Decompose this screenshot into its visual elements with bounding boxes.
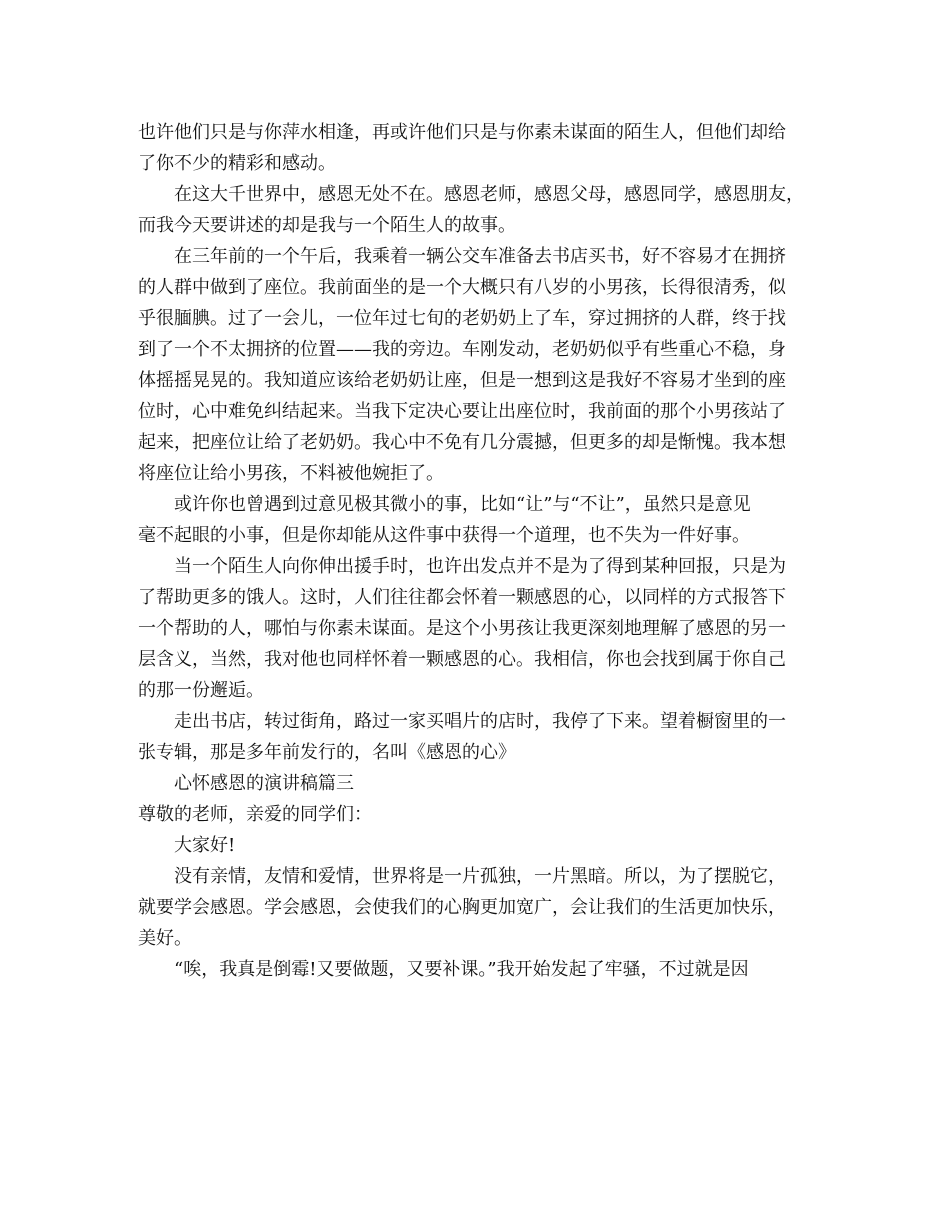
text-line: 一个帮助的人，哪怕与你素未谋面。是这个小男孩让我更深刻地理解了感恩的另一 xyxy=(138,618,786,639)
text-line: 走出书店，转过街角，路过一家买唱片的店时，我停了下来。望着橱窗里的一 xyxy=(174,711,786,732)
text-line: 或许你也曾遇到过意见极其微小的事，比如“让”与“不让”，虽然只是意见 xyxy=(174,494,751,515)
paragraph xyxy=(138,799,820,830)
text-line: “唉，我真是倒霉!又要做题，又要补课。”我开始发起了牢骚，不过就是因 xyxy=(174,959,749,980)
paragraph xyxy=(138,954,820,985)
text-line: 的那一份邂逅。 xyxy=(138,680,264,701)
text-line: 了你不少的精彩和感动。 xyxy=(138,153,336,174)
paragraph xyxy=(138,830,820,861)
text-line: 当一个陌生人向你伸出援手时，也许出发点并不是为了得到某种回报，只是为 xyxy=(174,556,786,577)
text-line: 了帮助更多的饿人。这时，人们往往都会怀着一颗感恩的心，以同样的方式报答下 xyxy=(138,587,786,608)
text-line: 乎很腼腆。过了一会儿，一位年过七旬的老奶奶上了车，穿过拥挤的人群，终于找 xyxy=(138,308,786,329)
text-line: 到了一个不太拥挤的位置——我的旁边。车刚发动，老奶奶似乎有些重心不稳，身 xyxy=(138,339,786,360)
text-line: 将座位让给小男孩，不料被他婉拒了。 xyxy=(138,463,444,484)
document-body xyxy=(138,117,820,985)
paragraph xyxy=(138,768,820,799)
text-line: 起来，把座位让给了老奶奶。我心中不免有几分震撼，但更多的却是惭愧。我本想 xyxy=(138,432,786,453)
text-line: 在这大千世界中，感恩无处不在。感恩老师，感恩父母，感恩同学，感恩朋友， xyxy=(174,184,804,205)
text-line: 而我今天要讲述的却是我与一个陌生人的故事。 xyxy=(138,215,516,236)
text-line: 美好。 xyxy=(138,928,192,949)
text-line: 没有亲情，友情和爱情，世界将是一片孤独，一片黑暗。所以，为了摆脱它， xyxy=(174,866,786,887)
text-line: 的人群中做到了座位。我前面坐的是一个大概只有八岁的小男孩，长得很清秀，似 xyxy=(138,277,786,298)
text-line: 在三年前的一个午后，我乘着一辆公交车准备去书店买书，好不容易才在拥挤 xyxy=(174,246,786,267)
text-line: 尊敬的老师，亲爱的同学们： xyxy=(138,804,372,825)
text-line: 就要学会感恩。学会感恩，会使我们的心胸更加宽广，会让我们的生活更加快乐， xyxy=(138,897,786,918)
text-line: 毫不起眼的小事，但是你却能从这件事中获得一个道理，也不失为一件好事。 xyxy=(138,525,750,546)
text-line: 位时，心中难免纠结起来。当我下定决心要让出座位时，我前面的那个小男孩站了 xyxy=(138,401,786,422)
paragraph xyxy=(138,551,820,706)
paragraph xyxy=(138,706,820,768)
text-line: 张专辑，那是多年前发行的，名叫《感恩的心》 xyxy=(138,742,516,763)
text-line: 层含义，当然，我对他也同样怀着一颗感恩的心。我相信，你也会找到属于你自己 xyxy=(138,649,786,670)
paragraph xyxy=(138,489,820,551)
text-line: 体摇摇晃晃的。我知道应该给老奶奶让座，但是一想到这是我好不容易才坐到的座 xyxy=(138,370,786,391)
text-line: 大家好! xyxy=(174,835,236,856)
paragraph xyxy=(138,241,820,489)
text-line: 也许他们只是与你萍水相逢，再或许他们只是与你素未谋面的陌生人，但他们却给 xyxy=(138,122,786,143)
paragraph xyxy=(138,117,820,179)
text-line: 心怀感恩的演讲稿篇三 xyxy=(174,773,354,794)
paragraph xyxy=(138,179,820,241)
paragraph xyxy=(138,861,820,954)
